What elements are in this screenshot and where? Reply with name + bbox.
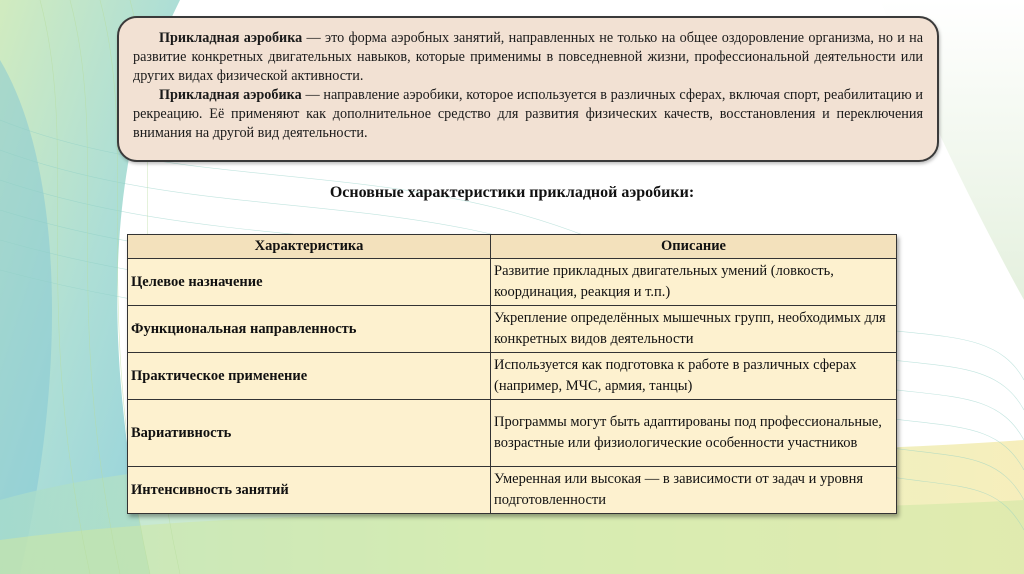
definition-term-2: Прикладная аэробика <box>159 87 302 103</box>
definition-paragraph <box>133 29 923 86</box>
characteristics-table <box>127 234 897 514</box>
row-characteristic: Целевое назначение <box>128 259 491 306</box>
table-row <box>128 467 897 514</box>
table-row <box>128 353 897 400</box>
row-characteristic: Функциональная направленность <box>128 306 491 353</box>
header-characteristic: Характеристика <box>128 235 491 259</box>
table-header-row <box>128 235 897 259</box>
row-description: Используется как подготовка к работе в различных сферах (например, МЧС, армия, танцы) <box>491 353 897 400</box>
row-description: Программы могут быть адаптированы под профессиональные, возрастные или физиологические особенности участников <box>491 400 897 467</box>
definition-box <box>117 16 939 162</box>
definition-paragraph-2 <box>133 86 923 143</box>
section-title: Основные характеристики прикладной аэробики: <box>329 184 695 201</box>
row-characteristic: Практическое применение <box>128 353 491 400</box>
table-row <box>128 259 897 306</box>
row-description: Укрепление определённых мышечных групп, необходимых для конкретных видов деятельности <box>491 306 897 353</box>
row-description: Развитие прикладных двигательных умений (ловкость, координация, реакция и т.п.) <box>491 259 897 306</box>
table-row <box>128 306 897 353</box>
table-row <box>128 400 897 467</box>
row-description: Умеренная или высокая — в зависимости от задач и уровня подготовленности <box>491 467 897 514</box>
definition-text-1: — это форма аэробных занятий, направленных не только на общее оздоровление организма, но и на развитие конкретных двигательных навыков, которые применимы в повседневной жизни, профессиональной деятельности или других видах физической активности. <box>133 30 923 84</box>
row-characteristic: Вариативность <box>128 400 491 467</box>
definition-term-1: Прикладная аэробика <box>159 30 303 46</box>
header-description: Описание <box>491 235 897 259</box>
row-characteristic: Интенсивность занятий <box>128 467 491 514</box>
definition-text-2: — направление аэробики, которое используется в различных сферах, включая спорт, реабилитацию и рекреацию. Её применяют как дополнительное средство для развития физических качеств, восстановления и переключения внимания на другой вид деятельности. <box>133 87 923 141</box>
